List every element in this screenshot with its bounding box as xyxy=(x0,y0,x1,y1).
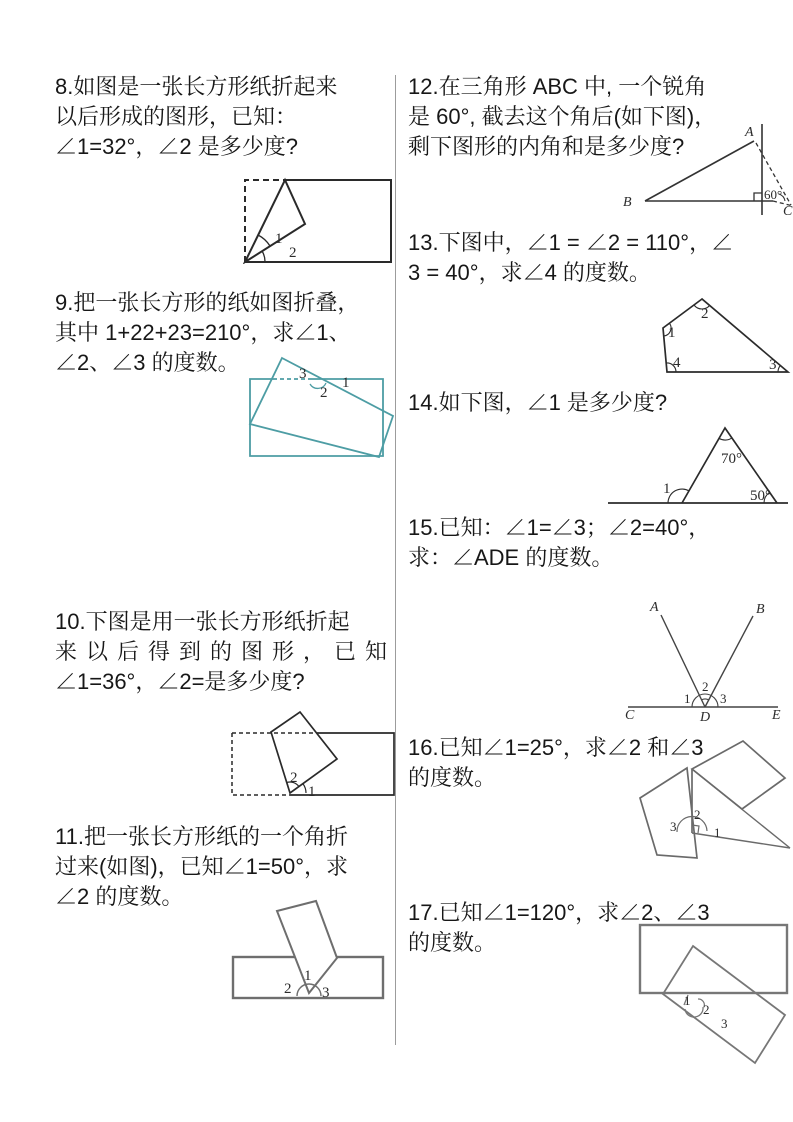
angle-label: 1 xyxy=(684,691,691,706)
problem-10-text xyxy=(55,607,396,697)
text-line: 剩下图形的内角和是多少度? xyxy=(408,134,685,159)
angle-label: 2 xyxy=(702,679,709,694)
angle-label: 2 xyxy=(284,981,292,997)
angle-label: 60° xyxy=(764,187,783,202)
text-line: 过来(如图)，已知∠1=50°，求 xyxy=(55,854,349,879)
angle-label: 3 xyxy=(299,366,307,382)
text-line: 3 = 40°，求∠4 的度数。 xyxy=(408,260,651,285)
text-line: 其中 1+22+23=210°，求∠1、 xyxy=(55,320,351,345)
text-line: ∠1=36°，∠2=是多少度? xyxy=(55,669,305,694)
problem-15-diagram xyxy=(602,597,787,725)
angle-arc xyxy=(719,438,732,440)
text-line: 9.把一张长方形的纸如图折叠， xyxy=(55,290,360,315)
angle-label: 1 xyxy=(668,325,676,341)
vertex-label: B xyxy=(756,602,765,617)
angle-label: 1 xyxy=(663,481,671,497)
text-line: 13.下图中，∠1 = ∠2 = 110°，∠ xyxy=(408,230,734,255)
vertex-label: B xyxy=(623,195,632,210)
vertex-label: A xyxy=(745,125,754,140)
angle-label: 2 xyxy=(289,245,297,261)
text-line: 的度数。 xyxy=(408,765,497,790)
problem-10-diagram xyxy=(227,700,397,810)
problem-8-text xyxy=(55,72,337,162)
vertex-label: A xyxy=(650,600,659,615)
angle-label: 1 xyxy=(308,784,316,800)
text-line: 12.在三角形 ABC 中, 一个锐角 xyxy=(408,74,707,99)
angle-arc xyxy=(262,251,265,262)
problem-16-diagram xyxy=(632,737,792,867)
text-line: 10.下图是用一张长方形纸折起 xyxy=(55,609,350,634)
vertex-label: D xyxy=(700,710,711,725)
text-line: ∠1=32°，∠2 是多少度? xyxy=(55,134,298,159)
problem-12-diagram xyxy=(621,120,793,218)
problem-13-diagram xyxy=(632,287,792,379)
angle-label: 2 xyxy=(290,770,298,786)
angle-label: 3 xyxy=(322,985,330,1001)
text-line: 15.已知：∠1=∠3；∠2=40°， xyxy=(408,515,711,540)
right-angle-mark xyxy=(754,193,762,201)
text-line: 8.如图是一张长方形纸折起来 xyxy=(55,74,338,99)
angle-arc xyxy=(778,366,780,372)
angle-label: 4 xyxy=(673,355,681,371)
vertex-label: E xyxy=(772,708,781,723)
angle-label: 1 xyxy=(714,825,721,840)
angle-label: 2 xyxy=(701,306,709,322)
text-line: 以后形成的图形，已知： xyxy=(55,104,298,129)
problem-11-diagram xyxy=(228,896,388,1008)
angle-label: 1 xyxy=(304,968,312,984)
text-line: ∠2 的度数。 xyxy=(55,884,184,909)
angle-label: 1 xyxy=(342,375,350,391)
angle-label: 2 xyxy=(694,807,701,822)
angle-label: 1 xyxy=(275,231,283,247)
angle-label: 3 xyxy=(721,1016,728,1031)
angle-arc xyxy=(692,694,718,707)
problem-13-text xyxy=(408,228,733,288)
problem-9-diagram xyxy=(230,356,398,481)
problem-17-diagram xyxy=(632,917,792,1065)
angle-label: 1 xyxy=(684,993,691,1008)
angle-label: 2 xyxy=(703,1002,710,1017)
vertex-label: C xyxy=(625,708,635,723)
text-line: 求：∠ADE 的度数。 xyxy=(408,545,614,570)
angle-arc xyxy=(303,784,306,793)
problem-14-diagram xyxy=(602,419,792,507)
text-line: 17.已知∠1=120°，求∠2、∠3 xyxy=(408,900,710,925)
text-line: 是 60°, 截去这个角后(如下图)， xyxy=(408,104,717,129)
angle-label: 70° xyxy=(721,451,742,467)
angle-arc xyxy=(702,699,709,700)
column-divider xyxy=(395,75,396,1045)
angle-label: 3 xyxy=(769,357,777,373)
text-line: 11.把一张长方形纸的一个角折 xyxy=(55,824,348,849)
problem-14-text xyxy=(408,388,667,418)
text-line: 的度数。 xyxy=(408,930,497,955)
vertex-label: C xyxy=(783,204,793,218)
angle-label: 3 xyxy=(720,691,727,706)
angle-label: 2 xyxy=(320,385,328,401)
text-line: ∠2、∠3 的度数。 xyxy=(55,350,240,375)
problem-15-text xyxy=(408,513,710,573)
problem-8-diagram xyxy=(243,172,393,264)
text-line: 14.如下图，∠1 是多少度? xyxy=(408,390,668,415)
angle-label: 3 xyxy=(670,819,677,834)
text-line: 16.已知∠1=25°，求∠2 和∠3 xyxy=(408,735,704,760)
angle-label: 50° xyxy=(750,488,771,504)
text-line: 来以后得到的图形，已知 xyxy=(55,639,397,664)
